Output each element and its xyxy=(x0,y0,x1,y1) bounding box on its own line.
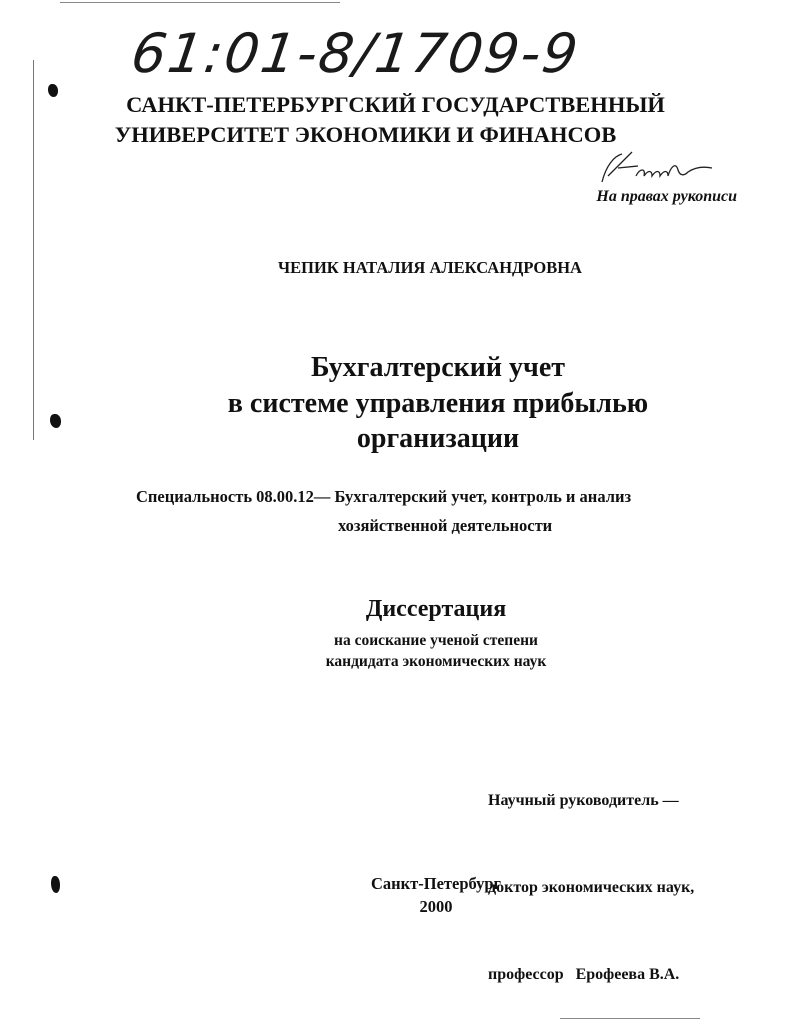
document-type: Диссертация xyxy=(365,596,507,622)
supervisor-line-2: доктор экономических наук, xyxy=(488,879,695,896)
scan-bottom-line xyxy=(560,1018,700,1019)
degree-line-2: кандидата экономических наук xyxy=(325,653,547,670)
handwritten-signature xyxy=(592,146,742,190)
city: Санкт-Петербург xyxy=(370,874,502,893)
supervisor-line-3: профессор Ерофеева В.А. xyxy=(488,966,680,983)
university-line-1: САНКТ-ПЕТЕРБУРГСКИЙ ГОСУДАРСТВЕННЫЙ xyxy=(126,92,665,117)
degree-line-1: на соискание ученой степени xyxy=(334,632,538,649)
author-name: ЧЕПИК НАТАЛИЯ АЛЕКСАНДРОВНА xyxy=(278,258,582,277)
title-line-1: Бухгалтерский учет xyxy=(310,352,566,383)
specialty-line-2: хозяйственной деятельности xyxy=(338,516,553,535)
dissertation-title xyxy=(0,350,791,457)
supervisor-line-1: Научный руководитель — xyxy=(488,792,679,809)
title-line-3: организации xyxy=(356,423,520,454)
degree-sought xyxy=(0,630,791,672)
archive-number: 61:01-8/1709-9 xyxy=(127,22,584,85)
scan-top-line xyxy=(60,2,340,3)
year: 2000 xyxy=(419,897,453,916)
title-line-2: в системе управления прибылью xyxy=(227,387,649,419)
manuscript-note: На правах рукописи xyxy=(596,188,737,205)
city-and-year xyxy=(0,872,791,918)
specialty-line-1: Специальность 08.00.12— Бухгалтерский учет, контроль и анализ xyxy=(136,487,632,506)
university-line-2: УНИВЕРСИТЕТ ЭКОНОМИКИ И ФИНАНСОВ xyxy=(114,122,617,147)
university-name xyxy=(0,90,791,150)
